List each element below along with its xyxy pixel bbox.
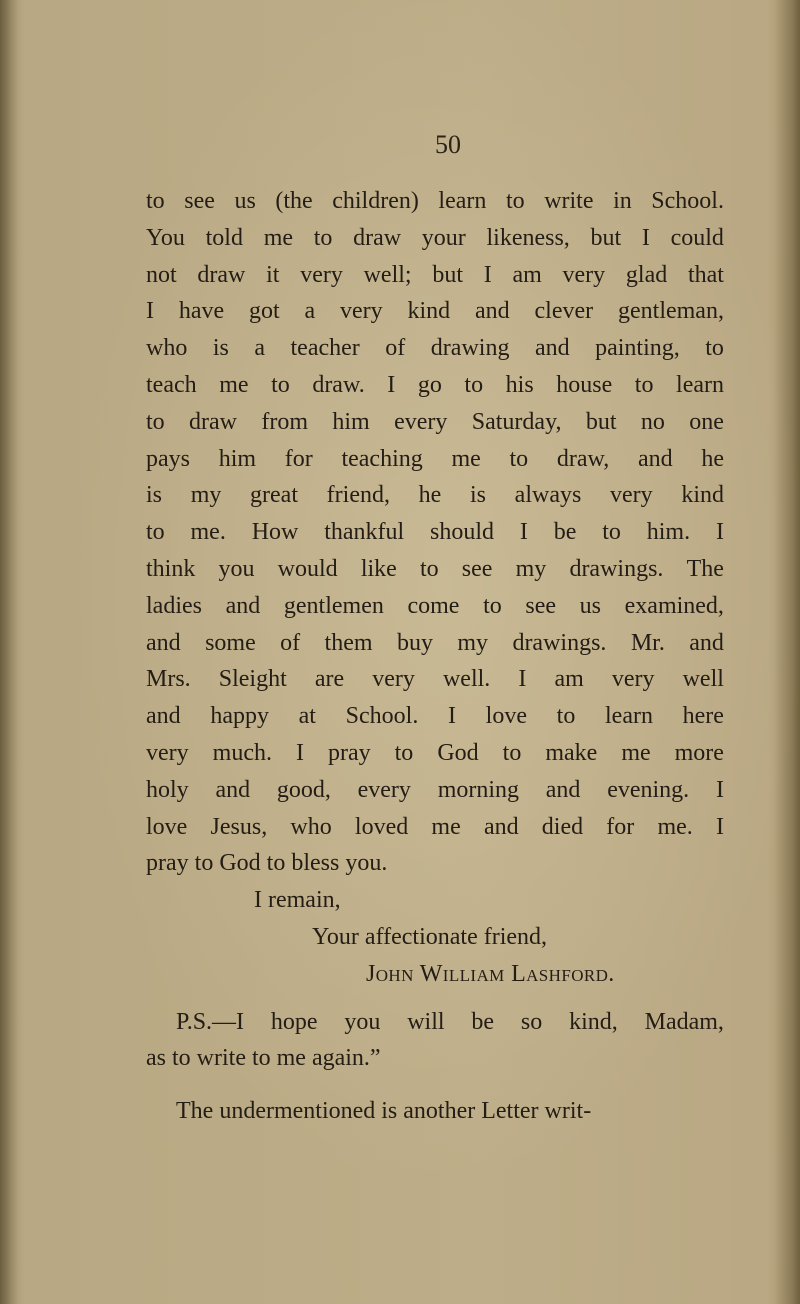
text-line	[146, 404, 724, 441]
next-paragraph: The undermentioned is another Letter writ-	[176, 1098, 592, 1125]
word: likeness,	[486, 224, 570, 251]
word: have	[178, 298, 225, 325]
word: draw	[189, 408, 238, 435]
word: me	[431, 813, 461, 840]
word: not	[146, 261, 177, 288]
letter-closing-salutation: Your affectionate friend,	[312, 923, 548, 950]
word: my	[457, 629, 489, 656]
word: that	[687, 261, 724, 288]
word: your	[421, 224, 466, 251]
word: well.	[442, 666, 491, 693]
word: loved	[354, 813, 409, 840]
word: of	[385, 335, 406, 362]
word: it	[266, 261, 280, 288]
letter-closing: I remain,	[254, 887, 341, 914]
word: I	[715, 519, 724, 546]
word: here	[682, 703, 724, 730]
word: every	[357, 776, 411, 803]
word: him	[332, 408, 370, 435]
word: Mr.	[630, 629, 665, 656]
word: draw	[197, 261, 246, 288]
word: I	[641, 224, 650, 251]
word: for	[606, 813, 635, 840]
text-line	[146, 441, 724, 478]
word: me	[219, 371, 249, 398]
word: I	[448, 703, 456, 730]
word: like	[360, 555, 397, 582]
word: kind	[407, 298, 451, 325]
word: kind	[681, 482, 724, 509]
word: P.S.—I	[176, 1008, 245, 1035]
text-line	[146, 698, 724, 735]
word: more	[674, 739, 724, 766]
word: his	[505, 371, 534, 398]
word: us	[579, 592, 602, 619]
word: painting,	[595, 335, 680, 362]
word: gentlemen	[283, 592, 384, 619]
word: he	[418, 482, 442, 509]
word: How	[251, 519, 299, 546]
word: so	[520, 1008, 543, 1035]
postscript-line: as to write to me again.”	[146, 1045, 381, 1072]
word: and	[637, 445, 673, 472]
word: happy	[210, 703, 269, 730]
word: am	[554, 666, 584, 693]
word: no	[640, 408, 665, 435]
word: at	[298, 703, 316, 730]
word: love	[146, 813, 188, 840]
word: Mrs.	[146, 666, 191, 693]
word: and	[534, 335, 570, 362]
word: of	[280, 629, 301, 656]
word: is	[146, 482, 163, 509]
word: The	[686, 555, 724, 582]
word: I	[146, 298, 154, 325]
word: Sleight	[218, 666, 287, 693]
word: to	[483, 592, 502, 619]
word: I	[518, 666, 527, 693]
word: and	[146, 629, 181, 656]
word: very	[611, 666, 655, 693]
word: see	[461, 555, 493, 582]
word: us	[234, 188, 256, 214]
word: is	[469, 482, 486, 509]
word: got	[249, 298, 280, 325]
word: very	[372, 666, 415, 693]
word: house	[556, 371, 613, 398]
text-line	[146, 477, 724, 514]
word: very	[146, 739, 189, 766]
word: I	[387, 371, 396, 398]
word: good,	[276, 776, 331, 803]
word: well	[682, 666, 724, 693]
word: hope	[270, 1008, 318, 1035]
text-line	[146, 220, 724, 257]
word: Jesus,	[210, 813, 268, 840]
word: to	[146, 408, 165, 435]
word: to	[394, 739, 414, 766]
word: Saturday,	[471, 408, 562, 435]
word: great	[250, 482, 298, 509]
text-line	[146, 367, 724, 404]
word: him	[218, 445, 257, 472]
word: learn	[605, 703, 653, 730]
word: think	[146, 555, 196, 582]
word: drawings.	[569, 555, 664, 582]
word: will	[407, 1008, 445, 1035]
word: to	[419, 555, 439, 582]
word: drawing	[430, 335, 510, 362]
word: died	[541, 813, 584, 840]
word: and	[545, 776, 581, 803]
word: me	[451, 445, 481, 472]
word: and	[146, 703, 181, 730]
word: to	[502, 739, 522, 766]
text-line	[146, 293, 724, 330]
word: a	[254, 335, 266, 362]
word: to	[146, 188, 165, 214]
word: and	[483, 813, 519, 840]
word: me	[621, 739, 651, 766]
word: holy	[146, 776, 189, 803]
word: gentleman,	[618, 298, 724, 325]
word: from	[261, 408, 309, 435]
word: and	[689, 629, 724, 656]
word: you	[344, 1008, 381, 1035]
word: but	[432, 261, 463, 288]
word: children)	[332, 188, 419, 214]
text-line	[146, 183, 724, 220]
word: for	[284, 445, 313, 472]
word: could	[670, 224, 724, 251]
word: be	[471, 1008, 495, 1035]
word: make	[545, 739, 598, 766]
text-line	[146, 330, 724, 367]
word: (the	[275, 188, 313, 214]
text-line	[146, 551, 724, 588]
word: You	[146, 224, 185, 251]
word: very	[562, 261, 606, 288]
word: learn	[676, 371, 724, 398]
word: School.	[651, 188, 724, 214]
word: in	[613, 188, 632, 214]
text-line	[146, 625, 724, 662]
word: very	[340, 298, 383, 325]
word: you	[218, 555, 255, 582]
word: teaching	[341, 445, 423, 472]
word: but	[585, 408, 617, 435]
word: but	[590, 224, 622, 251]
word: teach	[146, 371, 197, 398]
word: I	[715, 776, 724, 803]
word: God	[437, 739, 479, 766]
word: am	[512, 261, 542, 288]
word: a	[304, 298, 316, 325]
word: I	[483, 261, 492, 288]
word: to	[146, 519, 165, 546]
text-line	[146, 661, 724, 698]
word: very	[300, 261, 343, 288]
text-line	[146, 735, 724, 772]
word: teacher	[290, 335, 360, 362]
word: I	[295, 739, 304, 766]
word: my	[190, 482, 222, 509]
word: see	[525, 592, 557, 619]
word: to	[509, 445, 529, 472]
word: to	[556, 703, 576, 730]
word: told	[205, 224, 243, 251]
word: pays	[146, 445, 190, 472]
word: my	[515, 555, 547, 582]
word: to	[271, 371, 290, 398]
word: them	[324, 629, 373, 656]
word: kind,	[569, 1008, 618, 1035]
text-line	[146, 588, 724, 625]
word: to	[705, 335, 724, 362]
word: evening.	[607, 776, 690, 803]
word: to	[634, 371, 654, 398]
word: draw,	[556, 445, 610, 472]
word: to	[313, 224, 333, 251]
word: School.	[345, 703, 419, 730]
word: me.	[657, 813, 693, 840]
word: come	[407, 592, 460, 619]
text-line: pray to God to bless you.	[146, 850, 388, 877]
word: see	[184, 188, 215, 214]
word: write	[544, 188, 594, 214]
text-line	[146, 514, 724, 551]
letter-text	[146, 183, 724, 1130]
letter-signature: John William Lashford.	[366, 960, 615, 987]
text-line	[146, 257, 724, 294]
word: is	[212, 335, 229, 362]
word: one	[689, 408, 724, 435]
word: examined,	[624, 592, 724, 619]
word: me	[263, 224, 294, 251]
word: are	[314, 666, 345, 693]
word: and	[475, 298, 510, 325]
word: pray	[327, 739, 371, 766]
page-gutter-shadow	[0, 0, 18, 1304]
word: who	[290, 813, 332, 840]
word: be	[553, 519, 577, 546]
word: drawings.	[512, 629, 607, 656]
word: thankful	[324, 519, 405, 546]
word: very	[610, 482, 653, 509]
word: every	[394, 408, 448, 435]
word: much.	[212, 739, 272, 766]
word: glad	[625, 261, 668, 288]
text-line	[146, 772, 724, 809]
page-edge-shadow	[774, 0, 800, 1304]
word: and	[225, 592, 261, 619]
word: to	[464, 371, 484, 398]
word: clever	[534, 298, 594, 325]
word: who	[146, 335, 188, 362]
word: he	[701, 445, 724, 472]
word: draw	[353, 224, 402, 251]
word: some	[205, 629, 256, 656]
word: go	[417, 371, 442, 398]
word: I	[715, 813, 724, 840]
text-line	[146, 809, 724, 846]
word: him.	[646, 519, 691, 546]
word: and	[215, 776, 251, 803]
word: learn	[438, 188, 487, 214]
word: buy	[396, 629, 433, 656]
postscript-line	[146, 1004, 724, 1041]
word: would	[277, 555, 338, 582]
word: I	[519, 519, 528, 546]
word: draw.	[312, 371, 365, 398]
word: to	[602, 519, 621, 546]
word: friend,	[326, 482, 390, 509]
word: ladies	[146, 592, 202, 619]
word: always	[514, 482, 582, 509]
word: me.	[190, 519, 226, 546]
word: to	[505, 188, 525, 214]
word: well;	[363, 261, 412, 288]
word: love	[485, 703, 527, 730]
word: should	[430, 519, 495, 546]
page-number: 50	[435, 130, 461, 159]
word: morning	[437, 776, 520, 803]
word: Madam,	[644, 1008, 724, 1035]
